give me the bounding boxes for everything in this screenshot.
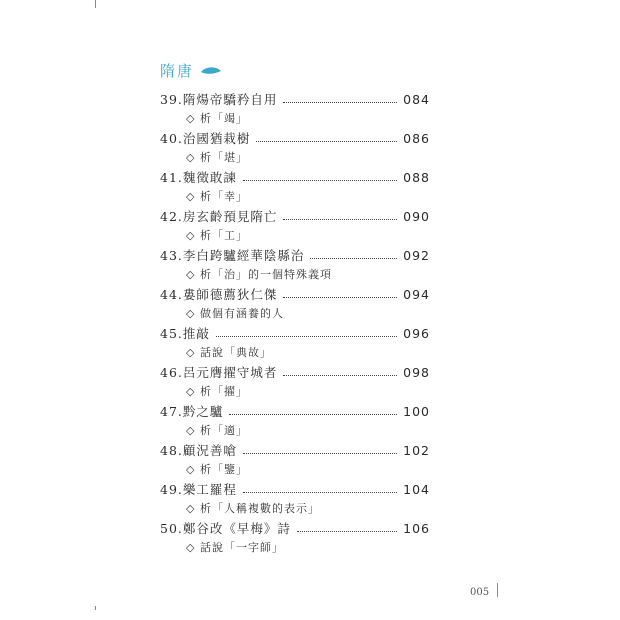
toc-entry-line (160, 363, 430, 383)
toc-entry-title: 47.黔之驢 (160, 404, 224, 419)
toc-entry-page: 086 (403, 131, 430, 146)
dot-leader (243, 453, 397, 454)
toc-entry-line (160, 168, 430, 188)
crop-mark-top (95, 0, 96, 8)
dot-leader (283, 297, 397, 298)
toc-entry (160, 129, 430, 168)
toc-entry-page: 104 (403, 482, 430, 497)
toc-entry-line (160, 519, 430, 539)
toc-entry-page: 088 (403, 170, 430, 185)
toc-entry-line (160, 129, 430, 149)
toc-entry-line (160, 480, 430, 500)
section-header (160, 60, 222, 81)
toc-entry-title: 42.房玄齡預見隋亡 (160, 209, 278, 224)
toc-entry (160, 90, 430, 129)
toc-entry-title: 48.顧況善嗆 (160, 443, 237, 458)
toc-entry (160, 285, 430, 324)
toc-entry-subtitle: ◇ 析「鑒」 (186, 463, 248, 476)
toc-entry-subtitle: ◇ 析「治」的一個特殊義項 (186, 268, 332, 281)
toc-entry-subtitle: ◇ 析「竭」 (186, 112, 248, 125)
toc-entry-title: 39.隋煬帝驕矜自用 (160, 92, 278, 107)
leaf-icon (200, 66, 222, 76)
dot-leader (283, 219, 397, 220)
page-number-bar (497, 583, 498, 597)
toc-entry (160, 519, 430, 558)
toc-entry-title: 50.鄭谷改《早梅》詩 (160, 521, 291, 536)
toc-entry-page: 106 (403, 521, 430, 536)
dot-leader (283, 375, 397, 376)
toc-entry-page: 100 (403, 404, 430, 419)
toc-entry-line (160, 441, 430, 461)
toc-entry-subtitle: ◇ 析「堪」 (186, 151, 248, 164)
toc-entry-page: 092 (403, 248, 430, 263)
dot-leader (283, 102, 397, 103)
toc-entry (160, 480, 430, 519)
crop-mark-bottom (95, 606, 96, 610)
toc-entry (160, 246, 430, 285)
toc-entry-subtitle: ◇ 析「人稱複數的表示」 (186, 502, 320, 515)
toc-entry-subtitle: ◇ 析「工」 (186, 229, 248, 242)
toc-entry-subtitle: ◇ 話說「典故」 (186, 346, 272, 359)
dot-leader (297, 531, 397, 532)
toc-entry-subtitle: ◇ 析「適」 (186, 424, 248, 437)
dot-leader (243, 492, 397, 493)
dot-leader (216, 336, 397, 337)
toc-entry-page: 094 (403, 287, 430, 302)
dot-leader (229, 414, 397, 415)
toc-entry-page: 090 (403, 209, 430, 224)
dot-leader (310, 258, 397, 259)
page-number: 005 (470, 587, 490, 598)
toc-entry-title: 43.李白跨驢經華陰縣治 (160, 248, 305, 263)
toc-entry-line (160, 207, 430, 227)
toc-entry-title: 40.治國猶栽樹 (160, 131, 251, 146)
dot-leader (243, 180, 397, 181)
toc-entry-line (160, 90, 430, 110)
toc-entry-subtitle: ◇ 做個有涵養的人 (186, 307, 284, 320)
toc-entry-subtitle: ◇ 話說「一字師」 (186, 541, 284, 554)
toc-entry-title: 49.樂工羅程 (160, 482, 237, 497)
toc-entry-line (160, 246, 430, 266)
toc-entry-page: 084 (403, 92, 430, 107)
toc-entry-title: 44.婁師德薦狄仁傑 (160, 287, 278, 302)
toc-entry-line (160, 285, 430, 305)
toc-entry (160, 402, 430, 441)
toc-entry-title: 46.呂元膺擢守城者 (160, 365, 278, 380)
toc-entry (160, 363, 430, 402)
toc-entry-page: 102 (403, 443, 430, 458)
toc-entry-title: 41.魏徵敢諫 (160, 170, 237, 185)
toc-entry-page: 098 (403, 365, 430, 380)
toc-entry-line (160, 402, 430, 422)
toc-entry-page: 096 (403, 326, 430, 341)
toc-entry-subtitle: ◇ 析「擢」 (186, 385, 248, 398)
toc-entry-title: 45.推敲 (160, 326, 210, 341)
toc-entry (160, 441, 430, 480)
toc-entry-line (160, 324, 430, 344)
dot-leader (256, 141, 397, 142)
toc-entry (160, 324, 430, 363)
toc-entry (160, 207, 430, 246)
table-of-contents (160, 90, 430, 558)
toc-entry-subtitle: ◇ 析「幸」 (186, 190, 248, 203)
section-title: 隋唐 (160, 62, 195, 80)
toc-entry (160, 168, 430, 207)
